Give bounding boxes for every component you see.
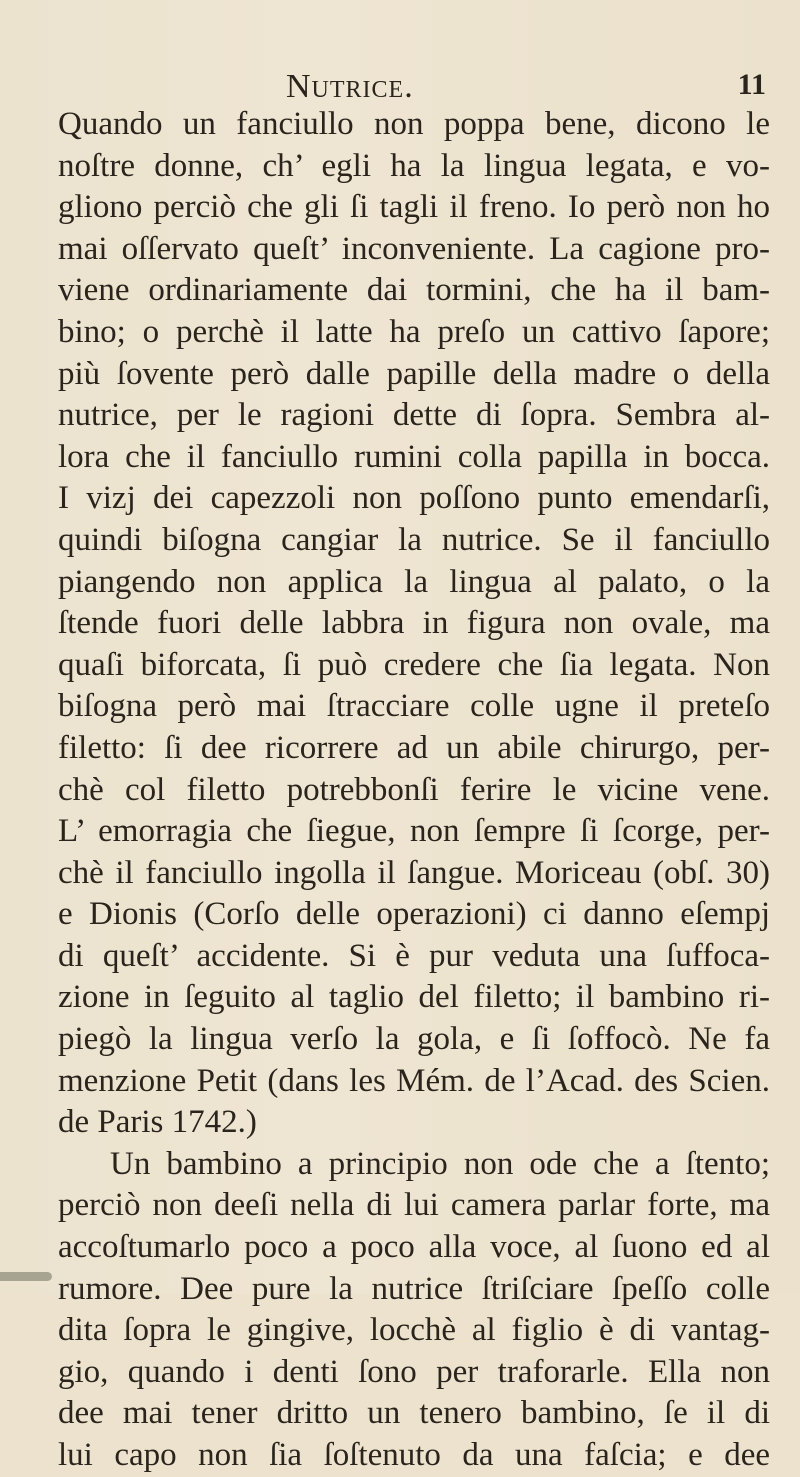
- text-line: rumore. Dee pure la nutrice ſtriſciare ſpeſſo colle: [58, 1270, 770, 1307]
- text-line: viene ordinariamente dai tormini, che ha il bam-: [58, 272, 770, 309]
- text-line: lora che il fanciullo rumini colla papilla in bocca.: [58, 438, 770, 475]
- text-line: biſogna però mai ſtracciare colle ugne il preteſo: [58, 688, 770, 725]
- text-line: Quando un fanciullo non poppa bene, dicono le: [58, 106, 770, 142]
- text-line: chè col filetto potrebbonſi ferire le vicine vene.: [58, 771, 770, 808]
- text-line: Un bambino a principio non ode che a ſtento;: [110, 1145, 770, 1182]
- text-line: quaſi biforcata, ſi può credere che ſia legata. Non: [58, 646, 770, 683]
- text-line: dita ſopra le gingive, locchè al figlio è di vantag-: [58, 1312, 770, 1349]
- body-text: [58, 104, 770, 1477]
- text-line: bino; o perchè il latte ha preſo un cattivo ſapore;: [58, 313, 770, 350]
- text-line: perciò non deeſi nella di lui camera parlar forte, ma: [58, 1187, 770, 1224]
- text-line: zione in ſeguito al taglio del filetto; il bambino ri-: [58, 979, 770, 1016]
- text-line: chè il fanciullo ingolla il ſangue. Moriceau (obſ. 30): [58, 854, 770, 891]
- text-line: filetto: ſi dee ricorrere ad un abile chirurgo, per-: [58, 729, 770, 766]
- text-line: gliono perciò che gli ſi tagli il freno. Io però non ho: [58, 189, 770, 226]
- text-line: più ſovente però dalle papille della madre o della: [58, 355, 770, 392]
- page-number: 11: [737, 68, 766, 101]
- text-line: nutrice, per le ragioni dette di ſopra. Sembra al-: [58, 397, 770, 434]
- text-line: menzione Petit (dans les Mém. de l’Acad. des Scien.: [58, 1062, 770, 1099]
- text-line: accoſtumarlo poco a poco alla voce, al ſuono ed al: [58, 1229, 770, 1266]
- text-line: quindi biſogna cangiar la nutrice. Se il fanciullo: [58, 521, 770, 558]
- text-line: ſtende fuori delle labbra in figura non ovale, ma: [58, 605, 770, 642]
- text-line: piegò la lingua verſo la gola, e ſi ſoffocò. Ne fa: [58, 1021, 770, 1058]
- running-head-title: Nutrice.: [286, 68, 414, 105]
- page-edge-mark: [0, 1272, 52, 1281]
- text-line: noſtre donne, ch’ egli ha la lingua legata, e vo-: [58, 147, 770, 184]
- text-line: dee mai tener dritto un tenero bambino, ſe il di: [58, 1395, 770, 1432]
- text-line: gio, quando i denti ſono per traforarle. Ella non: [58, 1353, 770, 1390]
- text-line: di queſt’ accidente. Si è pur veduta una ſuffoca-: [58, 937, 770, 974]
- text-line: mai oſſervato queſt’ inconveniente. La cagione pro-: [58, 230, 770, 267]
- text-line: I vizj dei capezzoli non poſſono punto emendarſi,: [58, 480, 770, 517]
- text-line: de Paris 1742.): [58, 1104, 257, 1141]
- text-line: e Dionis (Corſo delle operazioni) ci danno eſempj: [58, 896, 770, 933]
- text-line: piangendo non applica la lingua al palato, o la: [58, 563, 770, 600]
- text-line: lui capo non ſia ſoſtenuto da una faſcia; e dee: [58, 1437, 770, 1473]
- text-line: L’ emorragia che ſiegue, non ſempre ſi ſcorge, per-: [58, 813, 770, 850]
- running-head: [286, 68, 766, 108]
